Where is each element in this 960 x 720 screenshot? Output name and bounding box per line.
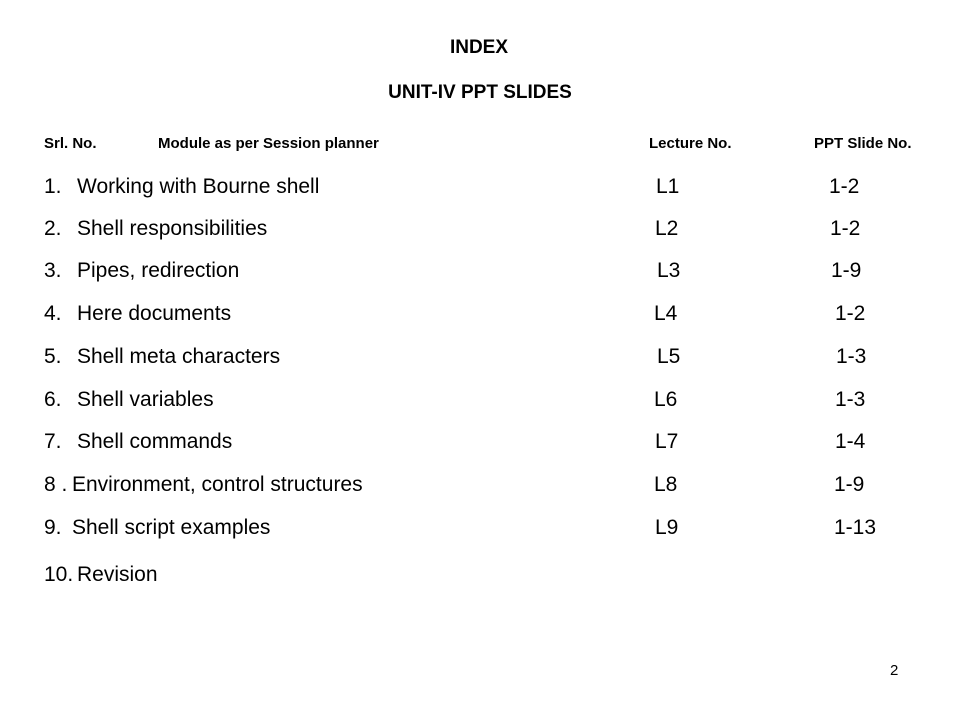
row-lecture: L7 bbox=[655, 430, 679, 453]
row-lecture: L1 bbox=[656, 175, 680, 198]
row-slides: 1-4 bbox=[835, 430, 866, 453]
row-lecture: L9 bbox=[655, 516, 679, 539]
row-topic: Here documents bbox=[77, 302, 232, 325]
header-module: Module as per Session planner bbox=[158, 135, 379, 152]
row-lecture: L3 bbox=[657, 259, 681, 282]
row-lecture: L8 bbox=[654, 473, 678, 496]
index-row-3 bbox=[0, 259, 960, 289]
row-topic: Shell script examples bbox=[72, 516, 271, 539]
index-row-6 bbox=[0, 388, 960, 418]
row-topic: Shell meta characters bbox=[77, 345, 281, 368]
row-number: 7. bbox=[44, 430, 62, 453]
index-title: INDEX bbox=[449, 37, 509, 58]
index-row-2 bbox=[0, 217, 960, 247]
row-slides: 1-3 bbox=[836, 345, 867, 368]
row-slides: 1-9 bbox=[831, 259, 862, 282]
row-topic: Environment, control structures bbox=[72, 473, 363, 496]
index-row-5 bbox=[0, 345, 960, 375]
row-slides: 1-3 bbox=[835, 388, 866, 411]
row-number: 4. bbox=[44, 302, 62, 325]
row-topic: Shell commands bbox=[77, 430, 233, 453]
index-row-7 bbox=[0, 430, 960, 460]
row-number: 3. bbox=[44, 259, 62, 282]
index-row-8 bbox=[0, 473, 960, 503]
row-topic: Working with Bourne shell bbox=[77, 175, 320, 198]
row-slides: 1-9 bbox=[834, 473, 865, 496]
row-slides: 1-2 bbox=[835, 302, 866, 325]
row-slides: 1-2 bbox=[830, 217, 861, 240]
row-topic: Pipes, redirection bbox=[77, 259, 240, 282]
header-ppt-slide-no: PPT Slide No. bbox=[814, 135, 912, 152]
index-row-1 bbox=[0, 175, 960, 205]
row-topic: Shell variables bbox=[77, 388, 214, 411]
row-number: 6. bbox=[44, 388, 62, 411]
header-lecture-no: Lecture No. bbox=[649, 135, 732, 152]
row-slides: 1-2 bbox=[829, 175, 860, 198]
header-srl-no: Srl. No. bbox=[44, 135, 97, 152]
unit-title: UNIT-IV PPT SLIDES bbox=[388, 82, 572, 103]
index-row-4 bbox=[0, 302, 960, 332]
row-lecture: L4 bbox=[654, 302, 678, 325]
row-slides: 1-13 bbox=[834, 516, 877, 539]
row-number: 9. bbox=[44, 516, 62, 539]
row-topic: Shell responsibilities bbox=[77, 217, 268, 240]
row-number: 5. bbox=[44, 345, 62, 368]
row-number: 1. bbox=[44, 175, 62, 198]
row-lecture: L2 bbox=[655, 217, 679, 240]
page-number: 2 bbox=[890, 662, 899, 679]
row-number: 2. bbox=[44, 217, 62, 240]
row-lecture: L5 bbox=[657, 345, 681, 368]
row-number: 8 . bbox=[44, 473, 68, 496]
row-number: 10. bbox=[44, 563, 74, 586]
index-row-9 bbox=[0, 516, 960, 546]
index-row-10 bbox=[0, 563, 960, 593]
row-lecture: L6 bbox=[654, 388, 678, 411]
row-topic: Revision bbox=[77, 563, 158, 586]
